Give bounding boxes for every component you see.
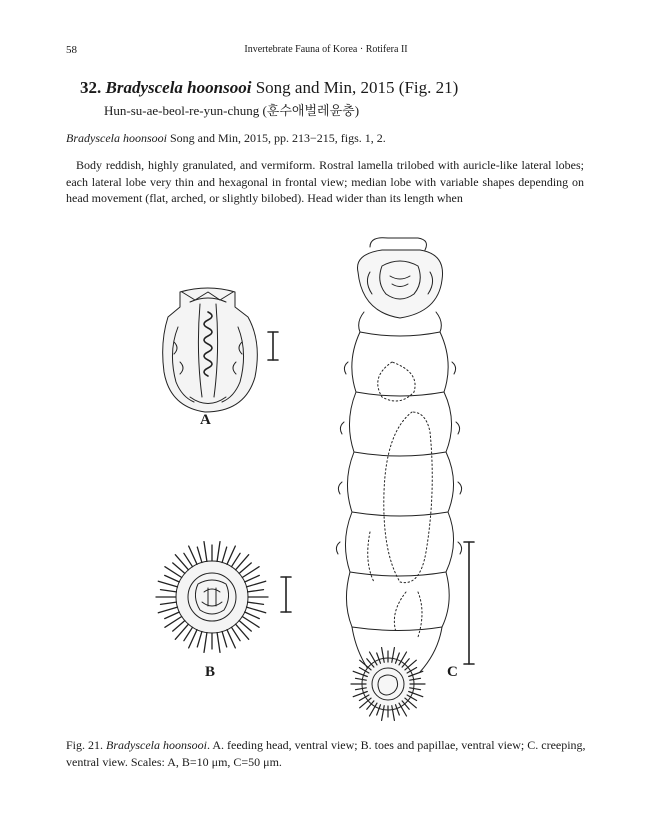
citation	[66, 131, 386, 146]
citation-species-name: Bradyscela hoonsooi	[66, 131, 167, 145]
panel-b-label: B	[205, 664, 216, 680]
panel-b-drawing	[156, 542, 291, 653]
species-figure-reference: (Fig. 21)	[398, 78, 459, 97]
species-name: Bradyscela hoonsooi	[105, 78, 252, 97]
korean-romanized: Hun-su-ae-beol-re-yun-chung	[104, 103, 260, 118]
panel-a-label: A	[200, 412, 211, 428]
figure-21	[120, 232, 560, 722]
panel-a-drawing	[163, 288, 278, 412]
panel-c-drawing	[336, 238, 474, 721]
page-number: 58	[66, 44, 77, 56]
species-authority: Song and Min, 2015	[255, 78, 395, 97]
caption-text: . A. feeding head, ventral view; B. toes and papillae, ventral view; C. creeping, ventral view. Scales: A, B=10 μm, C=50 μm.	[66, 738, 586, 769]
korean-name	[104, 100, 359, 119]
caption-prefix: Fig. 21.	[66, 738, 107, 752]
figure-caption	[66, 737, 586, 771]
caption-species-name: Bradyscela hoonsooi	[106, 738, 208, 752]
korean-hangul: (훈수애벌레윤충)	[262, 103, 360, 118]
species-number: 32.	[80, 78, 102, 97]
panel-c-label: C	[447, 664, 458, 680]
species-title	[80, 78, 458, 98]
figure-illustration	[120, 232, 560, 722]
running-header: Invertebrate Fauna of Korea · Rotifera II	[244, 44, 408, 55]
citation-details: Song and Min, 2015, pp. 213−215, figs. 1, 2.	[167, 131, 386, 145]
description-paragraph: Body reddish, highly granulated, and vermiform. Rostral lamella trilobed with auricle-like lateral lobes; each lateral lobe very thin and hexagonal in frontal view; median lobe with variable shapes depending on head movement (flat, arched, or slightly bilobed). Head wider than its length when	[66, 158, 584, 205]
